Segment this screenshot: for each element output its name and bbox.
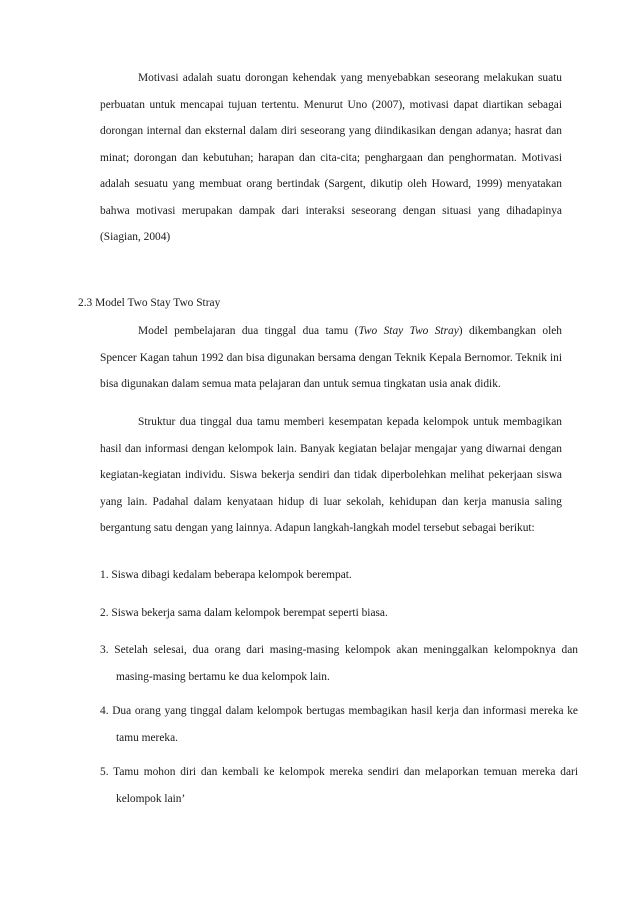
list-item: 4. Dua orang yang tinggal dalam kelompok bertugas membagikan hasil kerja dan informasi mereka ke tamu mereka. <box>100 705 578 744</box>
paragraph-model-text-2: ) dikembangkan oleh Spencer Kagan tahun 1992 dan bisa digunakan bersama dengan Teknik Kepala Bernomor. Teknik ini bisa digunakan dalam semua mata pelajaran dan untuk semua tingkatan usia anak didik. <box>100 325 562 390</box>
list-item: 3. Setelah selesai, dua orang dari masing-masing kelompok akan meninggalkan kelompoknya dan masing-masing bertamu ke dua kelompok lain. <box>100 644 578 683</box>
model-name-italic: Two Stay Two Stray <box>358 325 459 337</box>
list-item: 5. Tamu mohon diri dan kembali ke kelompok mereka sendiri dan melaporkan temuan mereka dari kelompok lain’ <box>100 766 578 805</box>
paragraph-model-text-1: Model pembelajaran dua tinggal dua tamu ( <box>138 325 359 337</box>
section-heading: 2.3 Model Two Stay Two Stray <box>78 297 221 309</box>
paragraph-motivasi: Motivasi adalah suatu dorongan kehendak yang menyebabkan seseorang melakukan suatu perbuatan untuk mencapai tujuan tertentu. Menurut Uno (2007), motivasi dapat diartikan sebagai dorongan internal dan eksternal dalam diri seseorang yang diindikasikan dengan adanya; hasrat dan minat; dorongan dan kebutuhan; harapan dan cita-cita; penghargaan dan penghormatan. Motivasi adalah sesuatu yang membuat orang bertindak (Sargent, dikutip oleh Howard, 1999) menyatakan bahwa motivasi merupakan dampak dari interaksi seseorang dengan situasi yang dihadapinya (Siagian, 2004) <box>100 72 562 243</box>
paragraph-model <box>100 318 562 398</box>
paragraph-struktur: Struktur dua tinggal dua tamu memberi kesempatan kepada kelompok untuk membagikan hasil dan informasi dengan kelompok lain. Banyak kegiatan belajar mengajar yang diwarnai dengan kegiatan-kegiatan individu. Siswa bekerja sendiri dan tidak diperbolehkan melihat pekerjaan siswa yang lain. Padahal dalam kenyataan hidup di luar sekolah, kehidupan dan kerja manusia saling bergantung satu dengan yang lainnya. Adapun langkah-langkah model tersebut sebagai berikut: <box>100 416 562 534</box>
list-item: 1. Siswa dibagi kedalam beberapa kelompok berempat. <box>100 569 352 581</box>
list-item: 2. Siswa bekerja sama dalam kelompok berempat seperti biasa. <box>100 607 388 619</box>
